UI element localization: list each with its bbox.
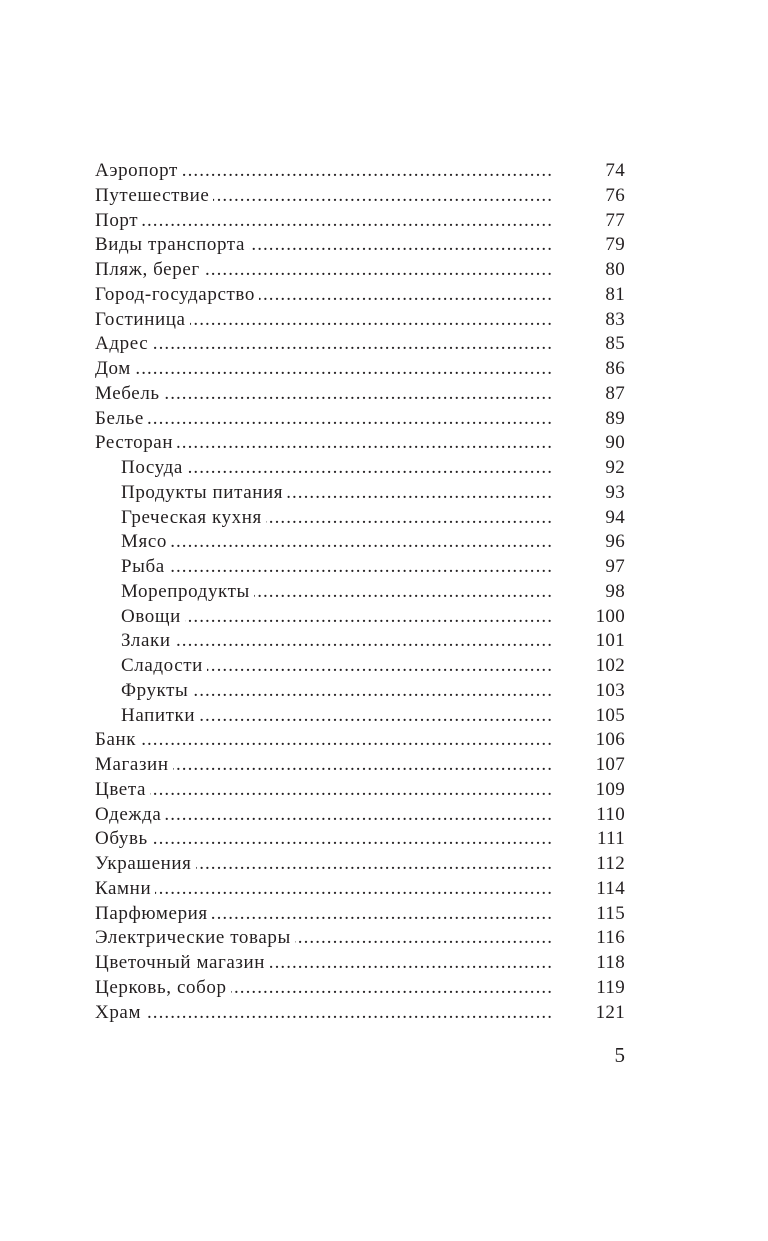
toc-entry-title: Украшения [95, 853, 196, 874]
toc-entry-title: Рыба [121, 556, 169, 577]
toc-entry-label-group [95, 159, 553, 184]
toc-entry-title: Парфюмерия [95, 903, 212, 924]
toc-entry-label-group [121, 605, 553, 630]
toc-entry-page: 107 [595, 754, 625, 775]
toc-entry-label-group [95, 283, 553, 308]
toc-entry-title: Порт [95, 210, 142, 231]
toc-entry-page: 110 [596, 803, 625, 825]
toc-entry-page: 87 [605, 382, 625, 404]
toc-entry-title: Одежда [95, 804, 165, 825]
toc-subentry [95, 530, 625, 555]
toc-entry-page: 77 [605, 209, 625, 231]
toc-entry-label-group [95, 951, 553, 976]
toc-entry-page: 96 [605, 531, 625, 553]
toc-entry-title: Гостиница [95, 309, 190, 330]
toc-entry-page: 119 [596, 976, 625, 998]
dot-leader [95, 332, 553, 357]
dot-leader [95, 407, 553, 432]
toc-entry-page: 101 [595, 630, 625, 652]
toc-entry [95, 753, 625, 778]
toc-entry-title: Мясо [121, 531, 171, 552]
toc-entry-page: 115 [596, 902, 625, 924]
toc-entry-label-group [121, 530, 553, 555]
toc-subentry [95, 679, 625, 704]
toc-entry-title: Аэропорт [95, 160, 182, 181]
toc-entry-label-group [121, 654, 553, 679]
toc-entry-page: 80 [605, 259, 625, 280]
toc-entry [95, 382, 625, 407]
toc-entry-label-group [121, 555, 553, 580]
dot-leader [121, 530, 553, 555]
toc-subentry [95, 654, 625, 679]
toc-entry-page: 79 [605, 234, 625, 256]
toc-entry-page: 93 [605, 481, 625, 503]
toc-entry-title: Камни [95, 878, 155, 899]
toc-entry-page: 92 [605, 457, 625, 478]
table-of-contents [95, 159, 625, 1025]
toc-entry-title: Греческая кухня [121, 507, 266, 528]
toc-entry-title: Овощи [121, 606, 185, 627]
page-number: 5 [614, 1043, 625, 1067]
toc-entry-label-group [95, 431, 553, 456]
toc-entry-title: Сладости [121, 655, 207, 676]
dot-leader [121, 629, 553, 654]
toc-entry [95, 778, 625, 803]
dot-leader [95, 728, 553, 753]
toc-subentry [95, 506, 625, 531]
toc-entry-page: 94 [605, 506, 625, 528]
toc-entry-label-group [121, 481, 553, 506]
toc-entry [95, 184, 625, 209]
toc-subentry [95, 555, 625, 580]
toc-entry-page: 102 [595, 655, 625, 676]
toc-entry-page: 112 [596, 853, 625, 874]
toc-entry-title: Напитки [121, 705, 199, 726]
toc-entry-title: Храм [95, 1002, 145, 1023]
toc-entry [95, 1001, 625, 1026]
toc-entry [95, 283, 625, 308]
toc-entry-title: Фрукты [121, 680, 192, 701]
toc-entry-title: Город-государство [95, 284, 259, 305]
toc-entry-title: Морепродукты [121, 581, 254, 602]
toc-entry-page: 106 [595, 729, 625, 751]
toc-entry-title: Дом [95, 358, 135, 379]
toc-entry [95, 357, 625, 382]
toc-subentry [95, 629, 625, 654]
toc-entry [95, 233, 625, 258]
toc-entry-page: 85 [605, 333, 625, 355]
toc-entry [95, 332, 625, 357]
toc-entry-title: Посуда [121, 457, 187, 478]
toc-entry-title: Мебель [95, 383, 164, 404]
toc-entry-title: Банк [95, 729, 140, 750]
toc-entry [95, 407, 625, 432]
toc-entry-page: 105 [595, 704, 625, 726]
toc-entry-title: Магазин [95, 754, 173, 775]
toc-entry-label-group [95, 382, 553, 407]
toc-entry [95, 431, 625, 456]
toc-entry-page: 100 [595, 605, 625, 627]
toc-entry-label-group [121, 580, 553, 605]
toc-entry-label-group [121, 456, 553, 481]
toc-entry-label-group [95, 877, 553, 902]
toc-entry [95, 159, 625, 184]
toc-entry-page: 121 [595, 1001, 625, 1023]
toc-entry [95, 976, 625, 1001]
toc-entry-label-group [95, 753, 553, 778]
toc-entry-page: 98 [605, 580, 625, 602]
toc-entry-title: Цвета [95, 779, 150, 800]
toc-entry-label-group [95, 926, 553, 951]
toc-entry-page: 89 [605, 407, 625, 429]
toc-entry [95, 258, 625, 283]
toc-entry-page: 83 [605, 308, 625, 330]
dot-leader [95, 1001, 553, 1026]
toc-entry-label-group [95, 976, 553, 1001]
toc-entry-page: 114 [596, 877, 625, 899]
toc-entry-label-group [95, 209, 553, 234]
dot-leader [95, 357, 553, 382]
toc-entry-title: Продукты питания [121, 482, 287, 503]
toc-entry-label-group [95, 332, 553, 357]
dot-leader [121, 605, 553, 630]
toc-entry-title: Адрес [95, 333, 152, 354]
toc-entry-title: Цветочный магазин [95, 952, 269, 973]
toc-entry-page: 81 [605, 283, 625, 305]
dot-leader [95, 778, 553, 803]
dot-leader [95, 827, 553, 852]
toc-entry [95, 877, 625, 902]
toc-entry-label-group [95, 258, 553, 283]
toc-entry-title: Виды транспорта [95, 234, 249, 255]
dot-leader [95, 209, 553, 234]
toc-entry [95, 827, 625, 852]
toc-subentry [95, 605, 625, 630]
toc-entry-label-group [95, 803, 553, 828]
toc-entry-title: Ресторан [95, 432, 177, 453]
toc-entry [95, 902, 625, 927]
toc-subentry [95, 481, 625, 506]
toc-entry-label-group [95, 827, 553, 852]
toc-entry-title: Пляж, берег [95, 259, 204, 280]
toc-entry [95, 728, 625, 753]
toc-entry-page: 97 [605, 556, 625, 577]
toc-entry-page: 74 [605, 160, 625, 181]
toc-subentry [95, 704, 625, 729]
toc-entry [95, 308, 625, 333]
toc-entry-page: 86 [605, 358, 625, 379]
toc-entry-label-group [95, 852, 553, 877]
toc-entry-label-group [95, 308, 553, 333]
toc-entry [95, 803, 625, 828]
toc-entry-label-group [95, 902, 553, 927]
toc-entry [95, 951, 625, 976]
toc-entry-label-group [95, 357, 553, 382]
toc-entry-page: 90 [605, 432, 625, 454]
toc-entry-label-group [121, 629, 553, 654]
toc-entry-label-group [95, 233, 553, 258]
toc-entry-label-group [121, 679, 553, 704]
toc-entry-title: Церковь, собор [95, 977, 231, 998]
toc-entry-title: Путешествие [95, 185, 213, 206]
dot-leader [95, 877, 553, 902]
toc-entry-title: Белье [95, 408, 148, 429]
dot-leader [121, 555, 553, 580]
toc-entry-label-group [121, 506, 553, 531]
toc-entry [95, 852, 625, 877]
toc-entry [95, 209, 625, 234]
toc-entry-page: 116 [596, 927, 625, 949]
toc-entry [95, 926, 625, 951]
toc-entry-title: Электрические товары [95, 927, 295, 948]
toc-subentry [95, 456, 625, 481]
toc-entry-label-group [95, 184, 553, 209]
toc-entry-page: 109 [595, 778, 625, 800]
toc-entry-label-group [95, 407, 553, 432]
toc-entry-title: Обувь [95, 828, 152, 849]
toc-entry-page: 76 [605, 184, 625, 206]
toc-entry-label-group [121, 704, 553, 729]
toc-entry-page: 118 [596, 952, 625, 973]
toc-entry-label-group [95, 778, 553, 803]
toc-entry-label-group [95, 1001, 553, 1026]
toc-entry-page: 111 [597, 828, 625, 850]
toc-entry-label-group [95, 728, 553, 753]
toc-entry-page: 103 [595, 679, 625, 701]
toc-subentry [95, 580, 625, 605]
toc-entry-title: Злаки [121, 630, 175, 651]
